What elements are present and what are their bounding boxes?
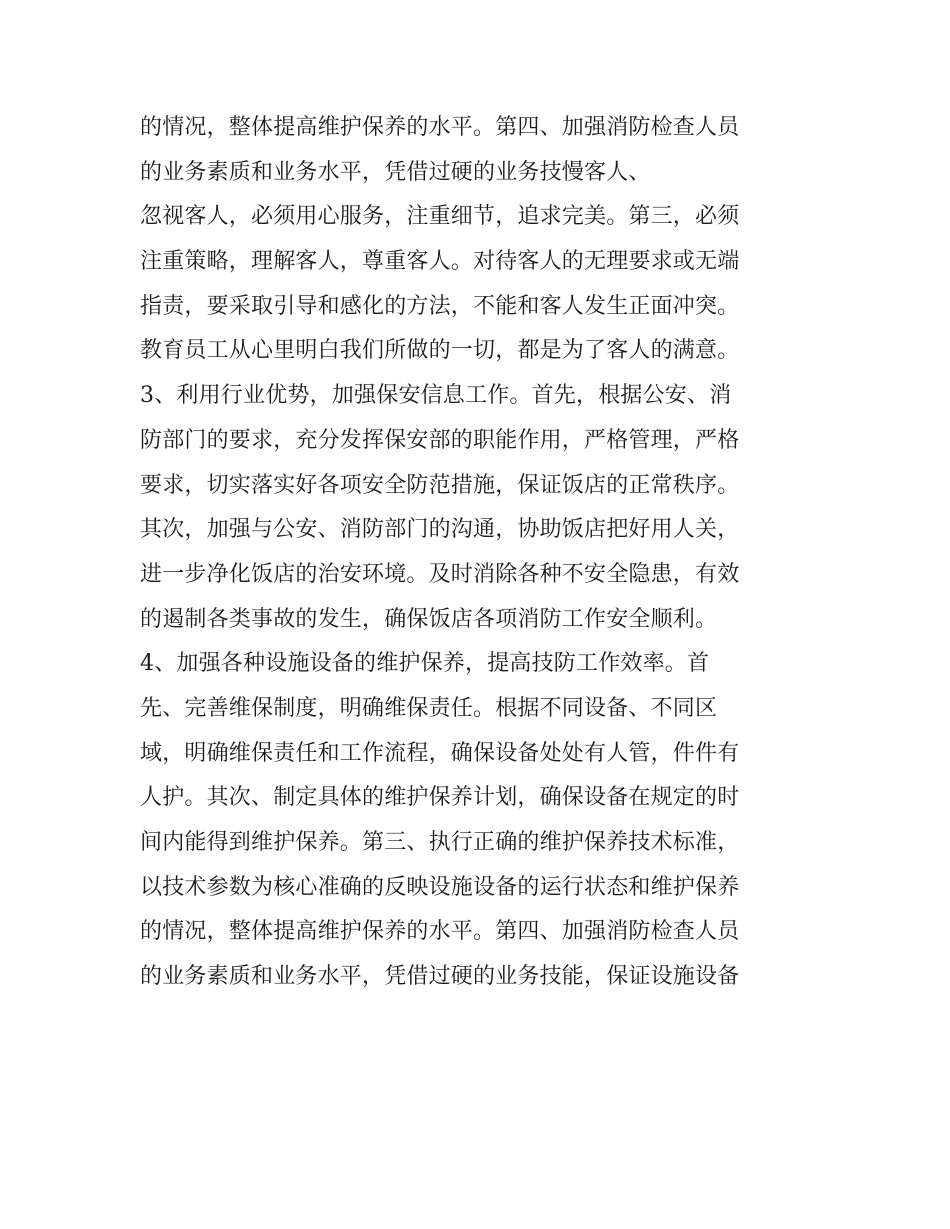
text-line: 间内能得到维护保养。第三、执行正确的维护保养技术标准， <box>140 830 740 855</box>
text-line: 的情况，整体提高维护保养的水平。第四、加强消防检查人员 <box>140 115 740 140</box>
text-line: 以技术参数为核心准确的反映设施设备的运行状态和维护保养 <box>140 874 740 900</box>
text-line: 其次，加强与公安、消防部门的沟通，协助饭店把好用人关， <box>140 517 740 543</box>
text-line: 的情况，整体提高维护保养的水平。第四、加强消防检查人员 <box>140 919 740 945</box>
text-line: 域，明确维保责任和工作流程，确保设备处处有人管，件件有 <box>140 740 740 766</box>
text-line: 4、加强各种设施设备的维护保养，提高技防工作效率。首 <box>140 651 710 677</box>
text-line: 进一步净化饭店的治安环境。及时消除各种不安全隐患，有效 <box>140 561 740 587</box>
text-line: 的业务素质和业务水平，凭借过硬的业务技慢客人、 <box>140 159 651 185</box>
text-line: 防部门的要求，充分发挥保安部的职能作用，严格管理，严格 <box>140 427 740 453</box>
text-line: 忽视客人，必须用心服务，注重细节，追求完美。第三，必须 <box>140 204 740 230</box>
text-line: 指责，要采取引导和感化的方法，不能和客人发生正面冲突。 <box>140 293 740 319</box>
text-line: 教育员工从心里明白我们所做的一切，都是为了客人的满意。 <box>140 338 740 364</box>
text-line: 要求，切实落实好各项安全防范措施，保证饭店的正常秩序。 <box>140 472 740 498</box>
text-line: 3、利用行业优势，加强保安信息工作。首先，根据公安、消 <box>140 383 732 409</box>
body-text <box>140 106 840 1000</box>
text-line: 的业务素质和业务水平，凭借过硬的业务技能，保证设施设备 <box>140 964 740 990</box>
text-line: 人护。其次、制定具体的维护保养计划，确保设备在规定的时 <box>140 785 740 811</box>
text-line: 先、完善维保制度，明确维保责任。根据不同设备、不同区 <box>140 695 718 721</box>
text-line: 注重策略，理解客人，尊重客人。对待客人的无理要求或无端 <box>140 249 740 275</box>
text-line: 的遏制各类事故的发生，确保饭店各项消防工作安全顺利。 <box>140 606 718 632</box>
